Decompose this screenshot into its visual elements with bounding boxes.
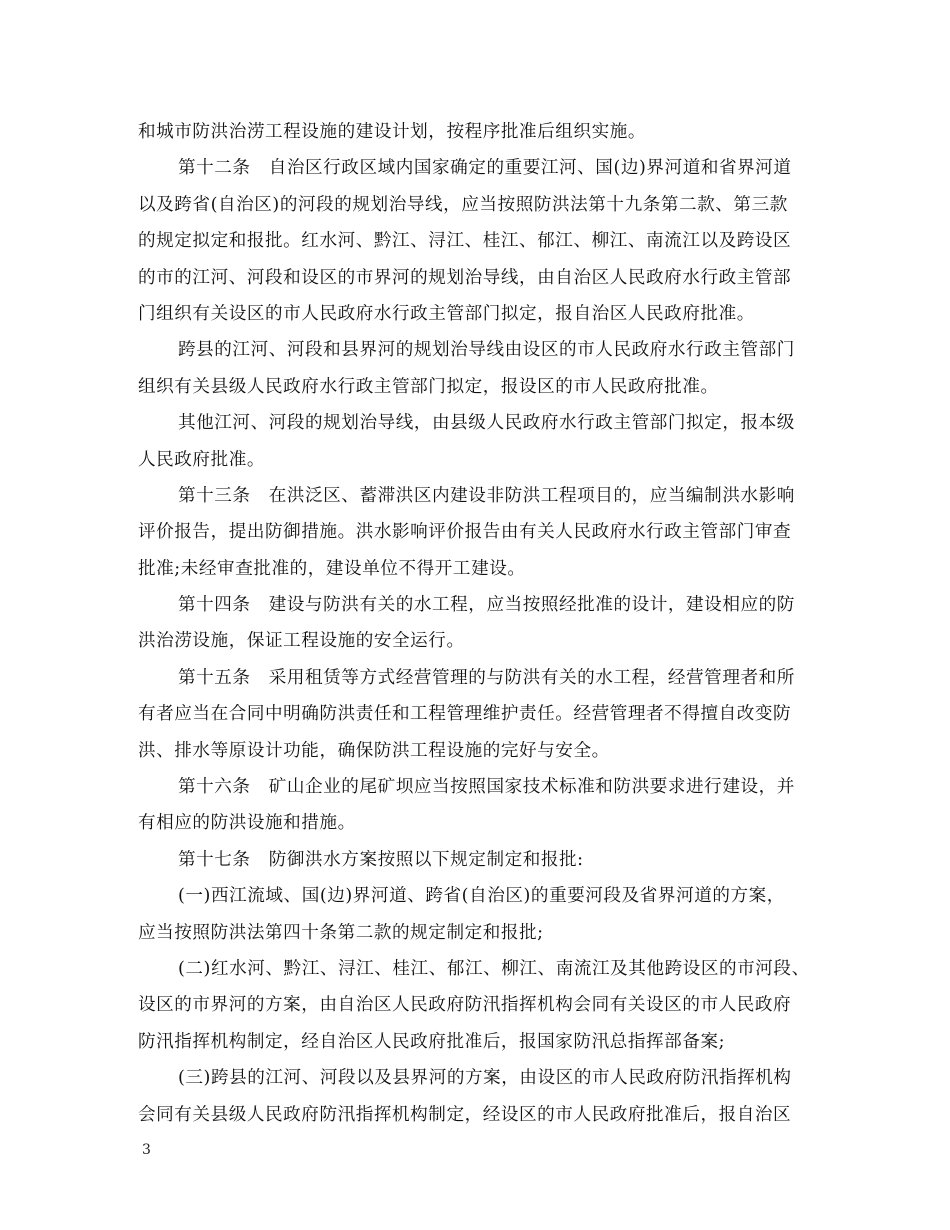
text-line: 批准;未经审查批准的，建设单位不得开工建设。: [138, 558, 526, 579]
text-line: 洪、排水等原设计功能，确保防洪工程设施的完好与安全。: [138, 740, 610, 761]
text-line: 第十六条 矿山企业的尾矿坝应当按照国家技术标准和防洪要求进行建设，并: [178, 777, 795, 798]
text-line: 第十七条 防御洪水方案按照以下规定制定和报批:: [178, 849, 584, 870]
text-line: 洪治涝设施，保证工程设施的安全运行。: [138, 631, 465, 652]
text-line: 和城市防洪治涝工程设施的建设计划，按程序批准后组织实施。: [138, 122, 647, 142]
text-line: 其他江河、河段的规划治导线，由县级人民政府水行政主管部门拟定，报本级: [178, 413, 795, 434]
text-line: 门组织有关设区的市人民政府水行政主管部门拟定，报自治区人民政府批准。: [138, 303, 755, 324]
page-number: 3: [142, 1142, 151, 1158]
text-line: 有相应的防洪设施和措施。: [138, 813, 356, 834]
text-line: 防汛指挥机构制定，经自治区人民政府批准后，报国家防汛总指挥部备案;: [138, 1031, 726, 1052]
text-line: 会同有关县级人民政府防汛指挥机构制定，经设区的市人民政府批准后，报自治区: [138, 1104, 792, 1125]
text-line: 第十二条 自治区行政区域内国家确定的重要江河、国(边)界河道和省界河道: [178, 158, 792, 179]
text-line: (二)红水河、黔江、浔江、桂江、郁江、柳江、南流江及其他跨设区的市河段、: [178, 958, 810, 979]
text-line: 组织有关县级人民政府水行政主管部门拟定，报设区的市人民政府批准。: [138, 376, 719, 397]
text-line: 设区的市界河的方案，由自治区人民政府防汛指挥机构会同有关设区的市人民政府: [138, 995, 792, 1016]
text-line: (三)跨县的江河、河段以及县界河的方案，由设区的市人民政府防汛指挥机构: [178, 1068, 792, 1089]
text-line: 评价报告，提出防御措施。洪水影响评价报告由有关人民政府水行政主管部门审查: [138, 522, 792, 543]
document-body: [138, 114, 818, 1133]
text-line: (一)西江流域、国(边)界河道、跨省(自治区)的重要河段及省界河道的方案，: [178, 886, 785, 907]
text-line: 第十五条 采用租赁等方式经营管理的与防洪有关的水工程，经营管理者和所: [178, 667, 795, 688]
text-line: 的规定拟定和报批。红水河、黔江、浔江、桂江、郁江、柳江、南流江以及跨设区: [138, 231, 792, 252]
text-line: 第十三条 在洪泛区、蓄滞洪区内建设非防洪工程项目的，应当编制洪水影响: [178, 485, 795, 506]
text-line: 有者应当在合同中明确防洪责任和工程管理维护责任。经营管理者不得擅自改变防: [138, 704, 792, 725]
text-line: 跨县的江河、河段和县界河的规划治导线由设区的市人民政府水行政主管部门: [178, 340, 795, 361]
text-line: 人民政府批准。: [138, 449, 266, 470]
text-line: 第十四条 建设与防洪有关的水工程，应当按照经批准的设计，建设相应的防: [178, 595, 795, 616]
text-line: 应当按照防洪法第四十条第二款的规定制定和报批;: [138, 922, 544, 943]
text-line: 的市的江河、河段和设区的市界河的规划治导线，由自治区人民政府水行政主管部: [138, 267, 792, 288]
text-line: 以及跨省(自治区)的河段的规划治导线，应当按照防洪法第十九条第二款、第三款: [138, 194, 788, 215]
